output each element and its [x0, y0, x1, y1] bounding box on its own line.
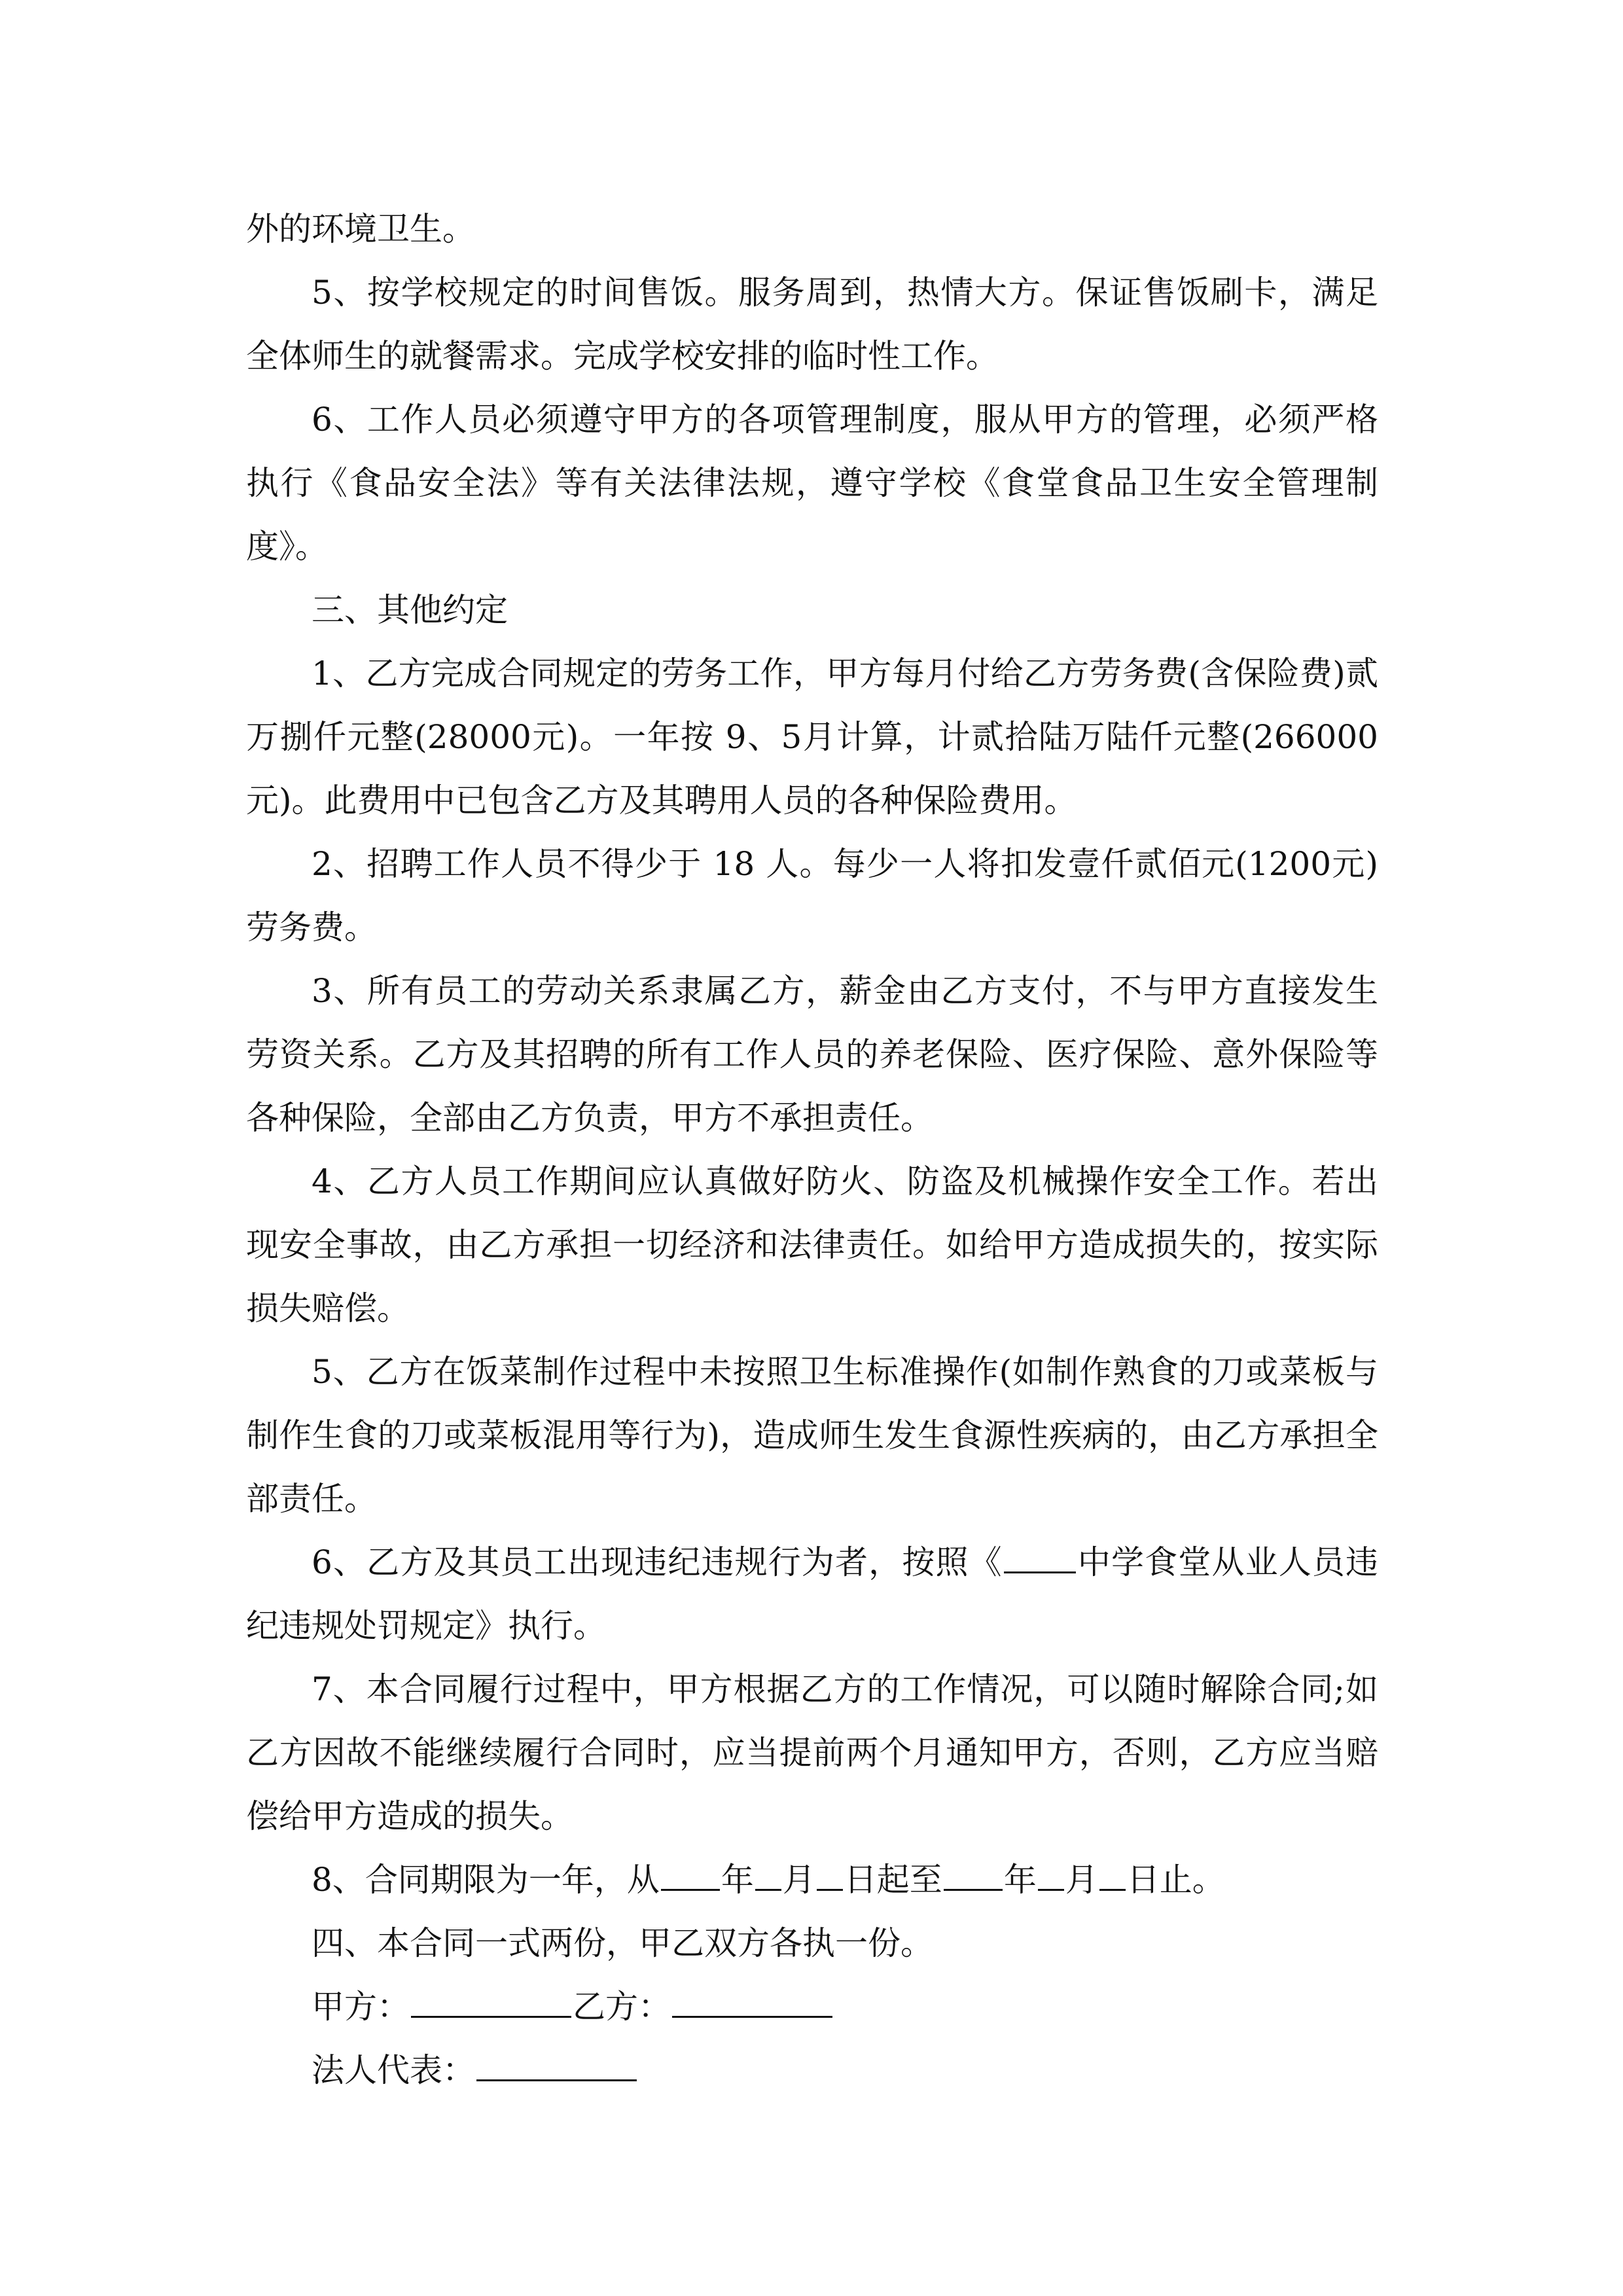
end-month-blank	[1038, 1856, 1064, 1891]
clause-3-8	[246, 1848, 1378, 1912]
start-month-blank	[755, 1856, 781, 1891]
party-a-label: 甲方：	[312, 1988, 410, 2026]
clause-2-5: 5、按学校规定的时间售饭。服务周到，热情大方。保证售饭刷卡，满足全体师生的就餐需求。完成学校安排的临时性工作。	[246, 274, 1378, 375]
legal-rep-line	[246, 2039, 1378, 2102]
month-label: 月	[782, 1861, 815, 1899]
legal-rep-label: 法人代表：	[312, 2051, 475, 2089]
clause-3-4: 4、乙方人员工作期间应认真做好防火、防盗及机械操作安全工作。若出现安全事故，由乙方承担一切经济和法律责任。如给甲方造成损失的，按实际损失赔偿。	[246, 1162, 1378, 1327]
legal-rep-blank	[476, 2047, 637, 2081]
document-body	[246, 198, 1378, 2102]
clause-3-6-after: 中学食堂从业人员违纪违规处罚规定》执行。	[246, 1543, 1379, 1645]
end-day-blank	[1099, 1856, 1126, 1891]
clause-3-3: 3、所有员工的劳动关系隶属乙方，薪金由乙方支付，不与甲方直接发生劳资关系。乙方及其招聘的所有工作人员的养老保险、医疗保险、意外保险等各种保险，全部由乙方负责，甲方不承担责任。	[246, 972, 1378, 1137]
clause-2-6: 6、工作人员必须遵守甲方的各项管理制度，服从甲方的管理，必须严格执行《食品安全法》等有关法律法规，遵守学校《食堂食品卫生安全管理制度》。	[246, 401, 1378, 565]
party-signature-line	[246, 1975, 1378, 2039]
end-year-blank	[944, 1856, 1003, 1891]
school-name-blank	[1004, 1539, 1076, 1573]
year-label: 年	[1003, 1861, 1037, 1899]
clause-3-8-prefix: 8、合同期限为一年，从	[312, 1861, 660, 1899]
clause-3-5: 5、乙方在饭菜制作过程中未按照卫生标准操作(如制作熟食的刀或菜板与制作生食的刀或菜板混用等行为)，造成师生发生食源性疾病的，由乙方承担全部责任。	[246, 1353, 1378, 1518]
clause-3-6-before: 6、乙方及其员工出现违纪违规行为者，按照《	[312, 1543, 1003, 1581]
month-label: 月	[1065, 1861, 1098, 1899]
day-label: 日起至	[844, 1861, 942, 1899]
party-b-label: 乙方：	[573, 1988, 671, 2026]
day-label: 日止。	[1126, 1861, 1225, 1899]
section-4: 四、本合同一式两份，甲乙双方各执一份。	[312, 1924, 933, 1962]
clause-3-6	[246, 1531, 1378, 1658]
start-year-blank	[661, 1856, 720, 1891]
clause-3-2: 2、招聘工作人员不得少于 18 人。每少一人将扣发壹仟贰佰元(1200元)劳务费。	[246, 845, 1378, 946]
clause-3-7: 7、本合同履行过程中，甲方根据乙方的工作情况，可以随时解除合同;如乙方因故不能继续履行合同时，应当提前两个月通知甲方，否则，乙方应当赔偿给甲方造成的损失。	[246, 1670, 1378, 1835]
paragraph-continuation: 外的环境卫生。	[246, 210, 475, 248]
party-b-blank	[672, 1983, 832, 2018]
clause-3-1: 1、乙方完成合同规定的劳务工作，甲方每月付给乙方劳务费(含保险费)贰万捌仟元整(28000元)。一年按 9、5月计算，计贰拾陆万陆仟元整(266000元)。此费用中已包含乙方及其聘用人员的各种保险费用。	[246, 655, 1378, 819]
section-3-heading: 三、其他约定	[312, 591, 508, 629]
year-label: 年	[721, 1861, 754, 1899]
start-day-blank	[817, 1856, 843, 1891]
party-a-blank	[411, 1983, 571, 2018]
